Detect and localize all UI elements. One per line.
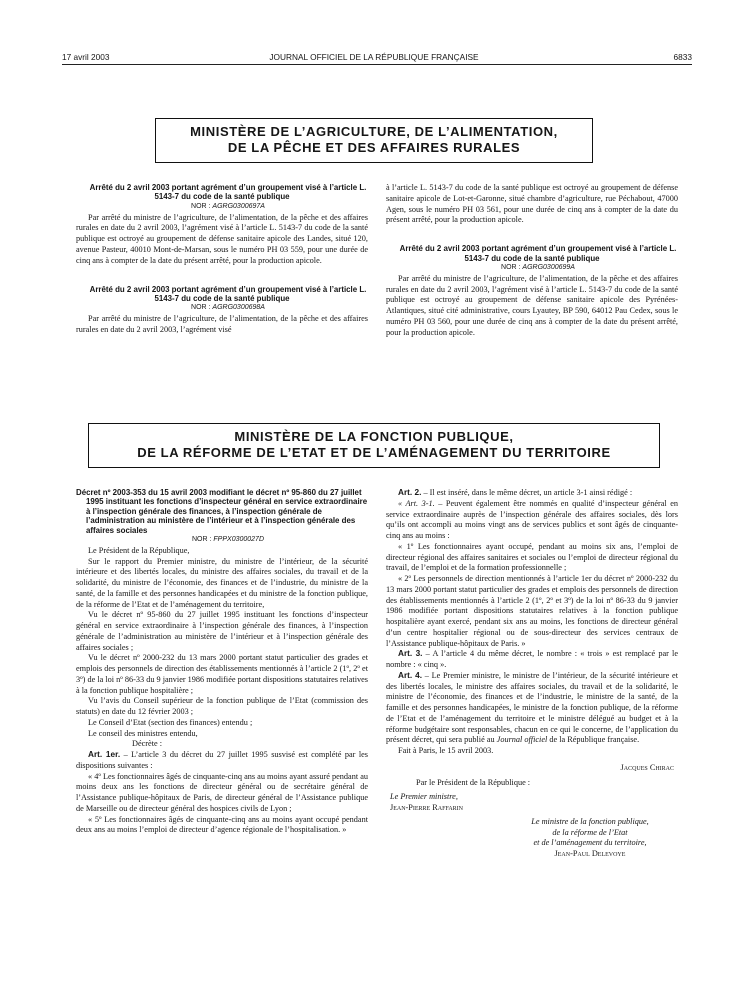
art2-quote-text: – Peuvent également être nommés en qualité d’inspecteur général en service extraordinaire auprès de l’inspection générale des affaires sociales, dès lors qu’ils ont accompli au moins vingt ans de services publics et sont âgés de cinquante-cinq ans au moins :: [386, 498, 678, 540]
art1-text: – L’article 3 du décret du 27 juillet 1995 susvisé est complété par les dispositions suivantes :: [76, 750, 368, 770]
ministry-fonction-publique-box: [88, 423, 660, 468]
arrete3-title: Arrêté du 2 avril 2003 portant agrément d’un groupement visé à l’article L. 5143-7 du code de la santé publique: [399, 244, 677, 263]
minister-line1: Le ministre de la fonction publique,: [531, 816, 649, 826]
decret-vu-2: Vu le décret nº 2000-232 du 13 mars 2000 portant statut particulier des grades et emplois des personnels de direction des établissements mentionnés à l’article 2 (1º, 2º et 3º) de la loi nº 86-33 du 9 janvier 1986 modifiée portant dispositions statutaires relatives à la fonction publique hospitalière ;: [76, 653, 368, 695]
arrete2-body-part2: à l’article L. 5143-7 du code de la santé publique est octroyé au groupement de défense sanitaire apicole de Lot-et-Garonne, situé chambre d’agriculture, rue Péchabout, 47000 Agen, sous le numéro PH 03 561, pour une durée de cinq ans à compter de la date du présent arrêté, pour la production apicole.: [386, 183, 678, 225]
arrete1-nor-label: NOR :: [191, 202, 211, 210]
arrete2-nor: [76, 303, 368, 314]
ministry-agriculture-box: [155, 118, 593, 163]
art4-text-a: – Le Premier ministre, le ministre de l’intérieur, de la sécurité intérieure et des libertés locales, le ministre des affaires sociales, du travail et de la solidarité, le ministre de l’économie, des finances et de l’industrie, le ministre de la santé, de la famille et des personnes handicapées, le ministre de la fonction publique, de la réforme de l’Etat et de l’aménagement du territoire et le ministre délégué au budget et à la réforme budgétaire sont responsables, chacun en ce qui le concerne, de l’application du présent décret, qui sera publié au: [386, 670, 678, 745]
decret-article-4: [386, 671, 678, 746]
art1-label: Art. 1er.: [88, 750, 121, 760]
decret-rapport: Sur le rapport du Premier ministre, du ministre de l’intérieur, de la sécurité intérieure et des libertés locales, du ministre des affaires sociales, du travail et de la solidarité, du ministre de l’économie, des finances et de l’industrie, du ministre de la santé, de la famille et des personnes handicapées et du ministre de la fonction publique, de la réforme de l’Etat et de l’aménagement du territoire,: [76, 556, 368, 609]
header-date: 17 avril 2003: [62, 52, 110, 62]
decret-right-column: [386, 488, 678, 860]
arrete3-nor-code: AGRG0300699A: [522, 264, 575, 271]
art4-label: Art. 4.: [398, 670, 423, 680]
arrete2-body-part1: Par arrêté du ministre de l’agriculture, de l’alimentation, de la pêche et des affaires rurales en date du 2 avril 2003, l’agrément visé: [76, 314, 368, 334]
arrete1-title: Arrêté du 2 avril 2003 portant agrément d’un groupement visé à l’article L. 5143-7 du code de la santé publique: [89, 183, 367, 202]
signer-chirac: Jacques Chirac: [620, 762, 674, 772]
art2-item-2: « 2º Les personnels de direction mentionnés à l’article 1er du décret nº 2000-232 du 13 mars 2000 portant statut particulier des grades et emplois des personnels de direction des établissements mentionnés à l’article 2 (1º, 2º et 3º) de la loi nº 86-33 du 9 janvier 1986 modifiée portant dispositions statutaires relatives à la fonction publique hospitalière ayant exercé, pendant six ans au moins, les fonctions de directeur général d’un centre hospitalier régional ou de sous-directeur des services centraux de l’Assistance publique-hôpitaux de Paris. »: [386, 574, 678, 648]
ministry-agriculture-line1: MINISTÈRE DE L’AGRICULTURE, DE L’ALIMENTATION,: [190, 124, 558, 139]
minister-line2: de la réforme de l’Etat: [552, 827, 628, 837]
arrete2-title: Arrêté du 2 avril 2003 portant agrément d’un groupement visé à l’article L. 5143-7 du code de la santé publique: [89, 284, 367, 303]
ministry-agriculture-line2: DE LA PÊCHE ET DES AFFAIRES RURALES: [227, 140, 521, 155]
ministry-fonction-publique-line1: MINISTÈRE DE LA FONCTION PUBLIQUE,: [234, 429, 514, 444]
pm-title: Le Premier ministre,: [390, 792, 458, 802]
art2-quote-label: « Art. 3-1.: [398, 498, 435, 508]
arrete1-body: Par arrêté du ministre de l’agriculture, de l’alimentation, de la pêche et des affaires rurales en date du 2 avril 2003, l’agrément visé à l’article L. 5143-7 du code de la santé publique est octroyé au groupement de défense sanitaire apicole des Landes, situé 120, avenue Pasteur, 40010 Mont-de-Marsan, sous le numéro PH 03 559, pour une durée de cinq ans à compter de la date du présent arrêté, pour la production apicole.: [76, 212, 368, 265]
decret-conseil-ministres: Le conseil des ministres entendu,: [88, 728, 198, 738]
decret-vu-3: Vu l’avis du Conseil supérieur de la fonction publique de l’Etat (commission des statuts) en date du 12 février 2003 ;: [76, 696, 368, 717]
art2-item-1: « 1º Les fonctionnaires ayant occupé, pendant au moins six ans, l’emploi de directeur régional des affaires sanitaires et sociales ou l’emploi de directeur régional du travail, de l’emploi et de la formation professionnelle ;: [386, 541, 678, 573]
agri-left-column: [76, 183, 368, 336]
minister-name: Jean-Paul Delevoye: [554, 849, 626, 859]
art1-item-5: « 5º Les fonctionnaires âgés de cinquante-cinq ans au moins ayant occupé pendant deux ans au moins l’emploi de directeur d’agence régionale de l’hospitalisation. »: [76, 814, 368, 835]
art3-text: – A l’article 4 du même décret, le nombre : « trois » est remplacé par le nombre : « cinq ».: [386, 649, 678, 669]
art2-quote: [386, 499, 678, 542]
decret-article-2: [386, 488, 678, 499]
decret-article-1: [76, 750, 368, 772]
decret-left-column: [76, 488, 368, 836]
decret-title: Décret nº 2003-353 du 15 avril 2003 modifiant le décret nº 95-860 du 27 juillet 1995 instituant les fonctions d’inspecteur général en service extraordinaire à l’inspection générale des finances, à l’inspection générale de l’administration au ministère de l’intérieur et à l’inspection générale des affaires sociales: [76, 488, 368, 535]
arrete3-nor-label: NOR :: [501, 264, 521, 271]
header-page-number: 6833: [673, 52, 692, 62]
decret-nor: [76, 535, 368, 546]
decret-fait: Fait à Paris, le 15 avril 2003.: [398, 746, 494, 755]
decret-decrete: Décrète :: [132, 739, 162, 749]
decret-vu-1: Vu le décret nº 95-860 du 27 juillet 1995 instituant les fonctions d’inspecteur général en service extraordinaire à l’inspection générale des finances, à l’inspection générale de l’administration au ministère de l’intérieur et à l’inspection générale des affaires sociales ;: [76, 610, 368, 652]
art4-journal: Journal officiel: [496, 735, 548, 745]
header-rule: [62, 64, 692, 65]
arrete2-nor-label: NOR :: [191, 304, 211, 312]
decret-conseil-etat: Le Conseil d’Etat (section des finances) entendu ;: [88, 717, 253, 727]
pm-name: Jean-Pierre Raffarin: [390, 803, 464, 812]
arrete1-nor-code: AGRG0300697A: [212, 202, 265, 210]
ministry-fonction-publique-line2: DE LA RÉFORME DE L’ETAT ET DE L’AMÉNAGEMENT DU TERRITOIRE: [137, 445, 611, 460]
art2-text: – Il est inséré, dans le même décret, un article 3-1 ainsi rédigé :: [421, 488, 633, 497]
header-journal: JOURNAL OFFICIEL DE LA RÉPUBLIQUE FRANÇAISE: [269, 52, 479, 62]
agri-right-column: [386, 183, 678, 339]
arrete1-nor: [76, 202, 368, 213]
par-le-president: Par le Président de la République :: [416, 777, 531, 787]
art2-label: Art. 2.: [398, 488, 422, 497]
decret-president: Le Président de la République,: [88, 545, 190, 555]
minister-line3: et de l’aménagement du territoire,: [533, 838, 647, 848]
art4-text-b: de la République française.: [547, 735, 640, 745]
minister-signature-block: [504, 817, 676, 860]
art1-item-4: « 4º Les fonctionnaires âgés de cinquante-cinq ans au moins ayant assuré pendant au moins deux ans les fonctions de directeur général ou de secrétaire général de l’Assistance publique-hôpitaux de Paris, de directeur général de l’Assistance publique de Marseille ou de directeur général des hospices civils de Lyon ;: [76, 771, 368, 813]
arrete2-nor-code: AGRG0300698A: [212, 304, 265, 312]
art3-label: Art. 3.: [398, 649, 423, 659]
arrete3-nor: [386, 263, 678, 274]
decret-article-3: [386, 649, 678, 671]
decret-nor-label: NOR :: [192, 536, 212, 544]
decret-nor-code: FPPX0300027D: [213, 536, 264, 544]
arrete3-body: Par arrêté du ministre de l’agriculture, de l’alimentation, de la pêche et des affaires rurales en date du 2 avril 2003, l’agrément visé à l’article L. 5143-7 du code de la santé publique est octroyé au groupement de défense sanitaire apicole des Pyrénées-Atlantiques, situé cité administrative, cours Lyautey, BP 590, 64012 Pau Cedex, sous le numéro PH 03 560, pour une durée de cinq ans à compter de la date du présent arrêté, pour la production apicole.: [386, 273, 678, 337]
